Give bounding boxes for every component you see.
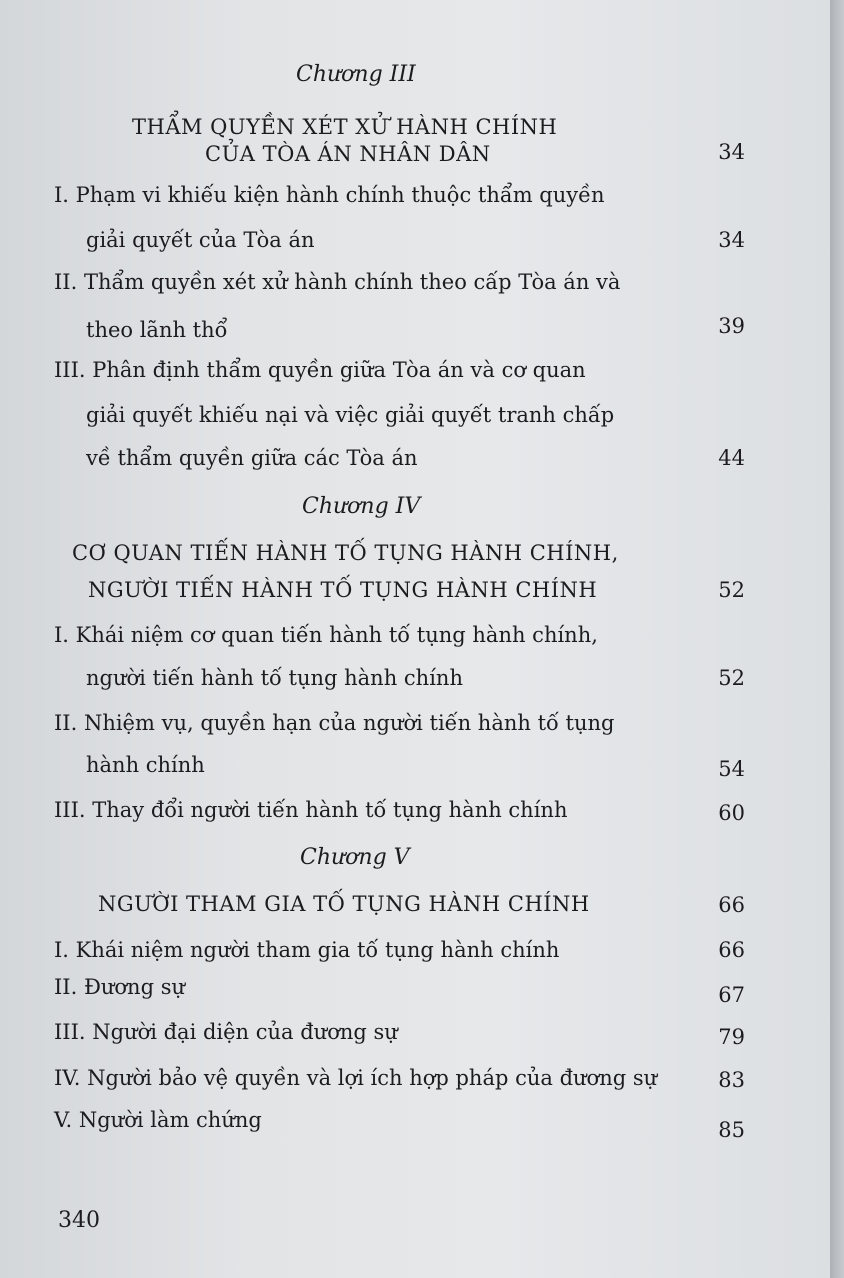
toc-entry: III. Người đại diện của đương sự xyxy=(54,1020,398,1044)
toc-entry: II. Nhiệm vụ, quyền hạn của người tiến hành tố tụng xyxy=(54,711,615,735)
toc-entry: IV. Người bảo vệ quyền và lợi ích hợp pháp của đương sự xyxy=(54,1066,658,1090)
page-ref: 39 xyxy=(718,314,745,338)
chapter-label: Chương III xyxy=(296,62,416,87)
page-ref: 52 xyxy=(718,578,745,602)
page-ref: 54 xyxy=(718,757,745,781)
page-ref: 34 xyxy=(718,140,745,164)
toc-entry: III. Phân định thẩm quyền giữa Tòa án và cơ quan xyxy=(54,358,586,382)
toc-entry: V. Người làm chứng xyxy=(54,1108,262,1132)
chapter-title: THẨM QUYỀN XÉT XỬ HÀNH CHÍNH xyxy=(132,115,558,139)
toc-entry: người tiến hành tố tụng hành chính xyxy=(86,666,463,690)
toc-entry: giải quyết khiếu nại và việc giải quyết tranh chấp xyxy=(86,403,615,427)
page-ref: 66 xyxy=(718,938,745,962)
toc-entry: III. Thay đổi người tiến hành tố tụng hành chính xyxy=(54,798,568,822)
toc-entry: I. Khái niệm cơ quan tiến hành tố tụng hành chính, xyxy=(54,623,598,647)
chapter-title: CƠ QUAN TIẾN HÀNH TỐ TỤNG HÀNH CHÍNH, xyxy=(72,541,619,565)
page-number: 340 xyxy=(58,1208,100,1233)
chapter-title: NGƯỜI TIẾN HÀNH TỐ TỤNG HÀNH CHÍNH xyxy=(88,578,598,602)
page-edge xyxy=(830,0,844,1278)
toc-entry: giải quyết của Tòa án xyxy=(86,228,315,252)
page-ref: 34 xyxy=(718,228,745,252)
page-ref: 83 xyxy=(718,1068,745,1092)
page-ref: 79 xyxy=(718,1025,745,1049)
toc-entry: hành chính xyxy=(86,753,205,777)
chapter-title: CỦA TÒA ÁN NHÂN DÂN xyxy=(205,142,491,166)
page-ref: 85 xyxy=(718,1118,745,1142)
page-ref: 60 xyxy=(718,801,745,825)
toc-entry: I. Phạm vi khiếu kiện hành chính thuộc thẩm quyền xyxy=(54,183,605,207)
toc-entry: theo lãnh thổ xyxy=(86,318,228,342)
chapter-label: Chương V xyxy=(300,845,410,870)
page-ref: 52 xyxy=(718,666,745,690)
chapter-label: Chương IV xyxy=(302,494,421,519)
page-ref: 66 xyxy=(718,893,745,917)
toc-entry: I. Khái niệm người tham gia tố tụng hành chính xyxy=(54,938,560,962)
page-ref: 67 xyxy=(718,983,745,1007)
toc-entry: II. Đương sự xyxy=(54,975,186,999)
page-ref: 44 xyxy=(718,446,745,470)
chapter-title: NGƯỜI THAM GIA TỐ TỤNG HÀNH CHÍNH xyxy=(98,892,590,916)
toc-entry: II. Thẩm quyền xét xử hành chính theo cấp Tòa án và xyxy=(54,270,621,294)
toc-entry: về thẩm quyền giữa các Tòa án xyxy=(86,446,418,470)
